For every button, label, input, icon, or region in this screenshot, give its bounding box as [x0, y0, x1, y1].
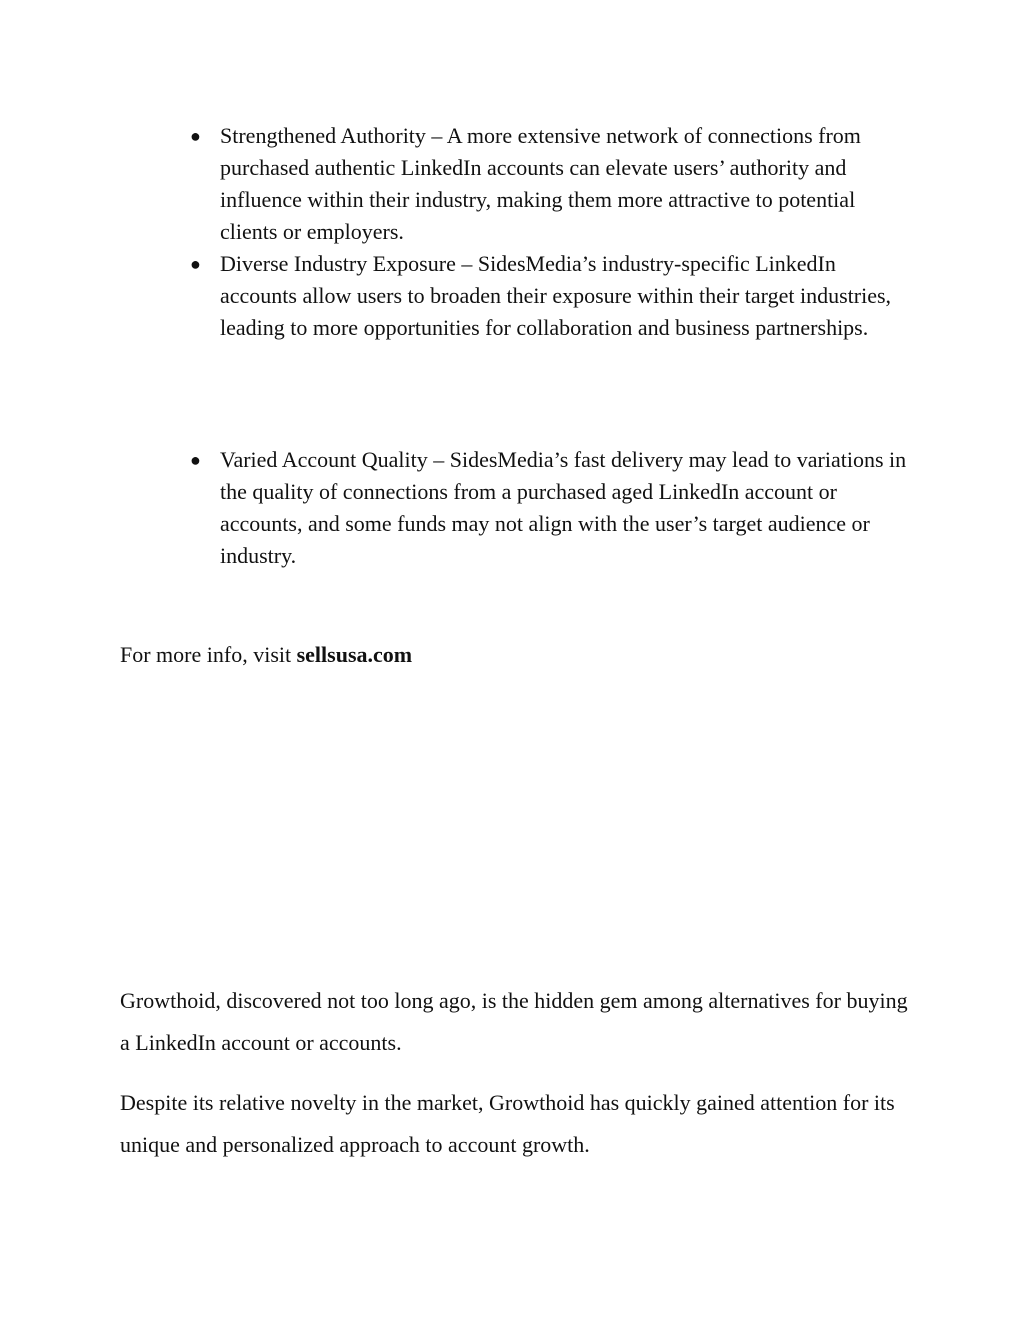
drawbacks-list	[120, 444, 910, 572]
list-item	[120, 248, 910, 344]
paragraph: Growthoid, discovered not too long ago, is the hidden gem among alternatives for buying a LinkedIn account or accounts.	[120, 988, 908, 1055]
more-info-line	[120, 639, 412, 671]
list-item-text: Strengthened Authority – A more extensive network of connections from purchased authentic LinkedIn accounts can elevate users’ authority and influence within their industry, making them more attractive to potential clients or employers.	[220, 123, 861, 244]
bullet-icon: ●	[190, 126, 201, 146]
more-info-prefix: For more info, visit	[120, 642, 297, 667]
paragraph: Despite its relative novelty in the market, Growthoid has quickly gained attention for its unique and personalized approach to account growth.	[120, 1090, 895, 1157]
benefits-list	[120, 120, 910, 344]
bullet-icon: ●	[190, 254, 201, 274]
list-item	[120, 120, 910, 248]
list-item	[120, 444, 910, 572]
list-item-text: Diverse Industry Exposure – SidesMedia’s industry-specific LinkedIn accounts allow users to broaden their exposure within their target industries, leading to more opportunities for collaboration and business partnerships.	[220, 251, 892, 340]
list-item-text: Varied Account Quality – SidesMedia’s fast delivery may lead to variations in the quality of connections from a purchased aged LinkedIn account or accounts, and some funds may not align with the user’s target audience or industry.	[220, 447, 907, 568]
more-info-link[interactable]: sellsusa.com	[296, 642, 413, 667]
bullet-icon: ●	[190, 450, 201, 470]
